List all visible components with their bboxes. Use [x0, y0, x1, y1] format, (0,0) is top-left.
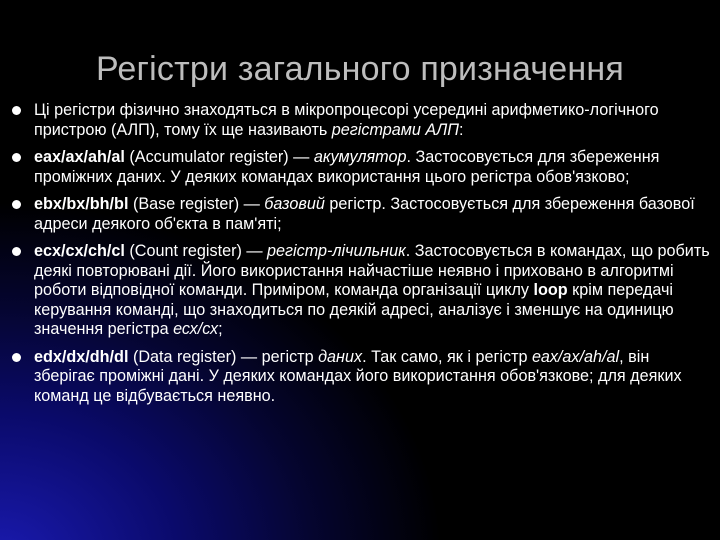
bullet-text: , він зберігає проміжні дані. У деяких командах його використання обов'язкове; для деяких команд це відбувається неявно.: [34, 347, 682, 405]
bullet-italic-term: регістрами АЛП: [331, 120, 460, 139]
bullet-text: . Застосовується в командах, що робить деякі повторювані дії. Його використання найчастіше неявно і приховано в алгоритмі роботи відповідної команди. Приміром, команда організації циклу: [34, 242, 710, 299]
bullet-italic-term: еах/ах/аh/аl: [532, 347, 620, 366]
bullet-text: ;: [218, 320, 223, 338]
bullet-text: (Count register) —: [124, 242, 268, 260]
register-name: eax/ax/ah/al: [34, 148, 125, 166]
bullet-italic-term: регістр-лічильник: [267, 242, 406, 260]
bullet-text: . Так само, як і регістр: [362, 347, 532, 366]
bullet-text: (Base register) —: [128, 195, 265, 213]
bullet-text: Ці регістри фізично знаходяться в мікропроцесорі усередині арифметико-логічного пристрою (АЛП), тому їх ще називають: [34, 101, 659, 139]
slide-title: Регістри загального призначення: [96, 50, 624, 88]
bullet-item: [12, 195, 712, 234]
bullet-bold-term: loop: [533, 281, 568, 299]
bullet-italic-term: даних: [318, 347, 363, 366]
bullet-text: . Застосовується для збереження проміжних даних. У деяких командах використання цього регістра обов'язково;: [34, 148, 660, 186]
bullet-italic-term: есх/сх: [173, 320, 219, 338]
bullet-dot-icon: [12, 247, 21, 256]
bullet-text: регістр. Застосовується для збереження базової адреси деякого об'єкта в пам'яті;: [34, 195, 695, 233]
bullet-item: [12, 348, 712, 407]
bullet-text: (Accumulator register) —: [124, 148, 314, 166]
register-name: ebx/bx/bh/bl: [34, 195, 129, 213]
register-name: edx/dx/dh/dl: [34, 347, 129, 366]
bullet-list: [12, 101, 712, 414]
bullet-dot-icon: [12, 200, 21, 209]
bullet-item: [12, 148, 712, 187]
bullet-text: :: [459, 120, 464, 139]
bullet-item: [12, 101, 712, 140]
bullet-text: (Data register) — регістр: [128, 347, 319, 366]
bullet-italic-term: базовий: [264, 195, 325, 213]
bullet-dot-icon: [12, 106, 21, 115]
bullet-text: крім передачі керування команді, що знаходиться по деякій адресі, аналізує і зменшує на одиницю значення регістра: [34, 281, 674, 338]
bullet-dot-icon: [12, 153, 21, 162]
bullet-italic-term: акумулятор: [313, 148, 407, 166]
bullet-item: [12, 242, 712, 340]
bullet-dot-icon: [12, 353, 21, 362]
register-name: ecx/cx/ch/cl: [34, 242, 125, 260]
